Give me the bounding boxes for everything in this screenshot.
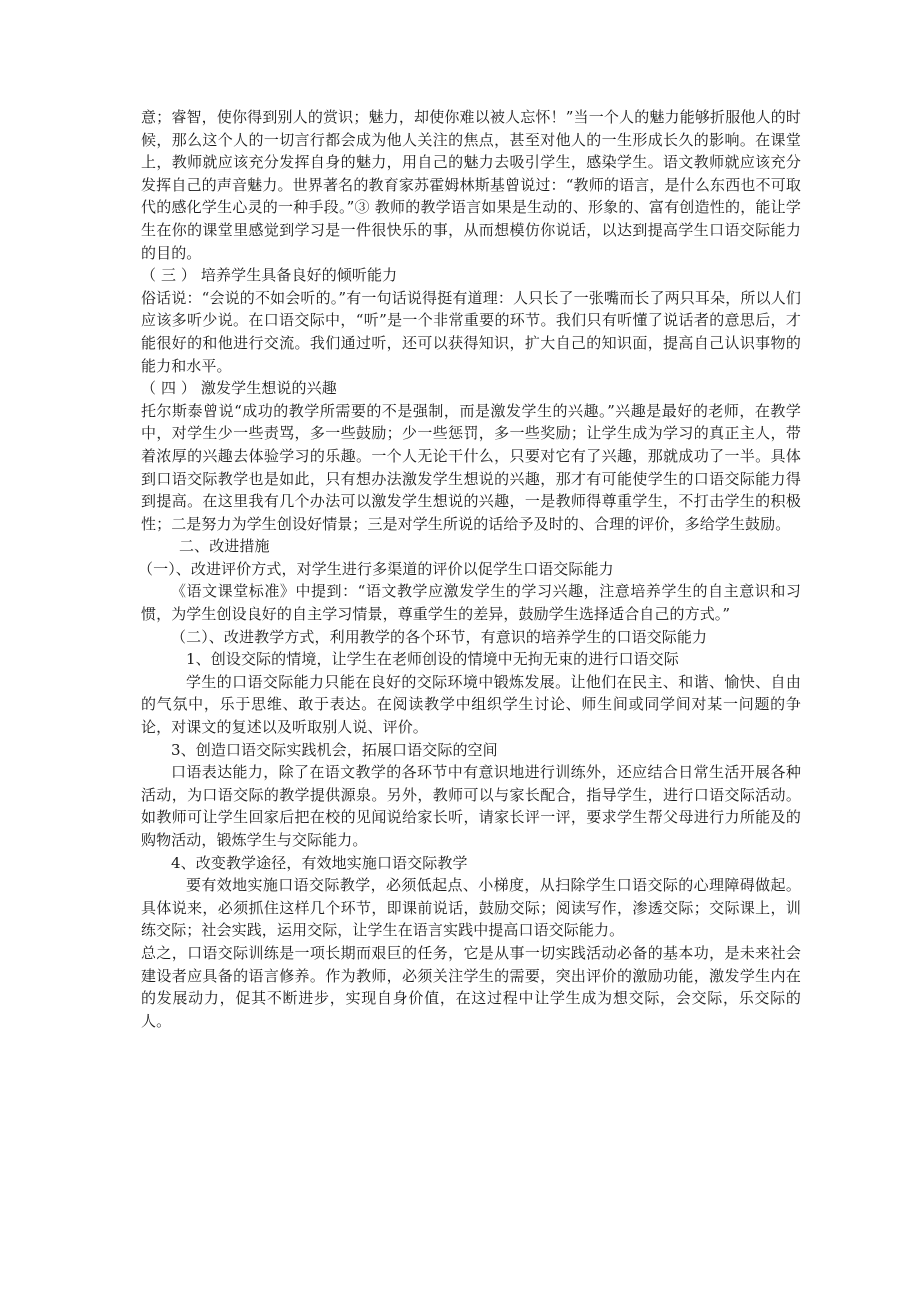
item-heading-1: 1、创设交际的情境，让学生在老师创设的情境中无拘无束的进行口语交际 xyxy=(186,650,679,669)
item-heading-3: 3、创造口语交际实践机会，拓展口语交际的空间 xyxy=(171,740,498,759)
paragraph: 要有效地实施口语交际教学，必须低起点、小梯度，从扫除学生口语交际的心理障碍做起。具体说来，必须抓住这样几个环节，即课前说话，鼓励交际；阅读写作，渗透交际；交际课上，训练交际；社会实践，运用交际，让学生在语言实践中提高口语交际能力。 xyxy=(141,876,801,940)
paragraph-conclusion: 总之，口语交际训练是一项长期而艰巨的任务，它是从事一切实践活动必备的基本功，是未来社会建设者应具备的语言修养。作为教师，必须关注学生的需要，突出评价的激励功能，激发学生内在的发展动力，促其不断进步，实现自身价值，在这过程中让学生成为想交际，会交际，乐交际的人。 xyxy=(141,943,801,1030)
section-heading-4: （ 四 ） 激发学生想说的兴趣 xyxy=(141,379,337,398)
paragraph: 《语文课堂标准》中提到：“语文教学应激发学生的学习兴趣，注意培养学生的自主意识和习惯，为学生创设良好的自主学习情景，尊重学生的差异，鼓励学生选择适合自己的方式。” xyxy=(141,582,801,624)
paragraph: 学生的口语交际能力只能在良好的交际环境中锻炼发展。让他们在民主、和谐、愉快、自由的气氛中，乐于思维、敢于表达。在阅读教学中组织学生讨论、师生间或同学间对某一问题的争论，对课文的复述以及听取别人说、评价。 xyxy=(141,672,801,737)
body-text xyxy=(138,106,801,1032)
paragraph: 口语表达能力，除了在语文教学的各环节中有意识地进行训练外，还应结合日常生活开展各种活动，为口语交际的教学提供源泉。另外，教师可以与家长配合，指导学生，进行口语交际活动。如教师可让学生回家后把在校的见闻说给家长听，请家长评一评，要求学生帮父母进行力所能及的购物活动，锻炼学生与交际能力。 xyxy=(141,763,801,849)
paragraph: 意；睿智，使你得到别人的赏识；魅力，却使你难以被人忘怀！”当一个人的魅力能够折服他人的时候，那么这个人的一切言行都会成为他人关注的焦点，甚至对他人的一生形成长久的影响。在课堂上，教师就应该充分发挥自身的魅力，用自己的魅力去吸引学生，感染学生。语文教师就应该充分发挥自己的声音魅力。世界著名的教育家苏霍姆林斯基曾说过：“教师的语言，是什么东西也不可取代的感化学生心灵的一种手段。”③ 教师的教学语言如果是生动的、形象的、富有创造性的，能让学生在你的课堂里感觉到学习是一件很快乐的事，从而想模仿你说话，以达到提高学生口语交际能力的目的。 xyxy=(141,108,801,262)
paragraph: 托尔斯泰曾说“成功的教学所需要的不是强制，而是激发学生的兴趣。”兴趣是最好的老师，在教学中，对学生少一些责骂，多一些鼓励；少一些惩罚，多一些奖励；让学生成为学习的真正主人，带着浓厚的兴趣去体验学习的乐趣。一个人无论干什么，只要对它有了兴趣，那就成功了一半。具体到口语交际教学也是如此，只有想办法激发学生想说的兴趣，那才有可能使学生的口语交际能力得到提高。在这里我有几个办法可以激发学生想说的兴趣，一是教师得尊重学生，不打击学生的积极性；二是努力为学生创设好情景；三是对学生所说的话给予及时的、合理的评价，多给学生鼓励。 xyxy=(141,401,801,533)
subsection-heading-2: （二）、改进教学方式，利用教学的各个环节，有意识的培养学生的口语交际能力 xyxy=(171,627,708,646)
paragraph: 俗话说：“会说的不如会听的。”有一句话说得挺有道理：人只长了一张嘴而长了两只耳朵，所以人们应该多听少说。在口语交际中，“听”是一个非常重要的环节。我们只有听懂了说话者的意思后，才能很好的和他进行交流。我们通过听，还可以获得知识，扩大自己的知识面，提高自己认识事物的能力和水平。 xyxy=(141,288,801,375)
section-heading-3: （ 三 ） 培养学生具备良好的倾听能力 xyxy=(141,266,398,285)
subsection-heading-1: （一）、改进评价方式，对学生进行多渠道的评价以促学生口语交际能力 xyxy=(138,559,614,578)
chapter-heading-improvement: 二、改进措施 xyxy=(179,537,270,556)
item-heading-4: 4、改变教学途径，有效地实施口语交际教学 xyxy=(171,853,468,872)
